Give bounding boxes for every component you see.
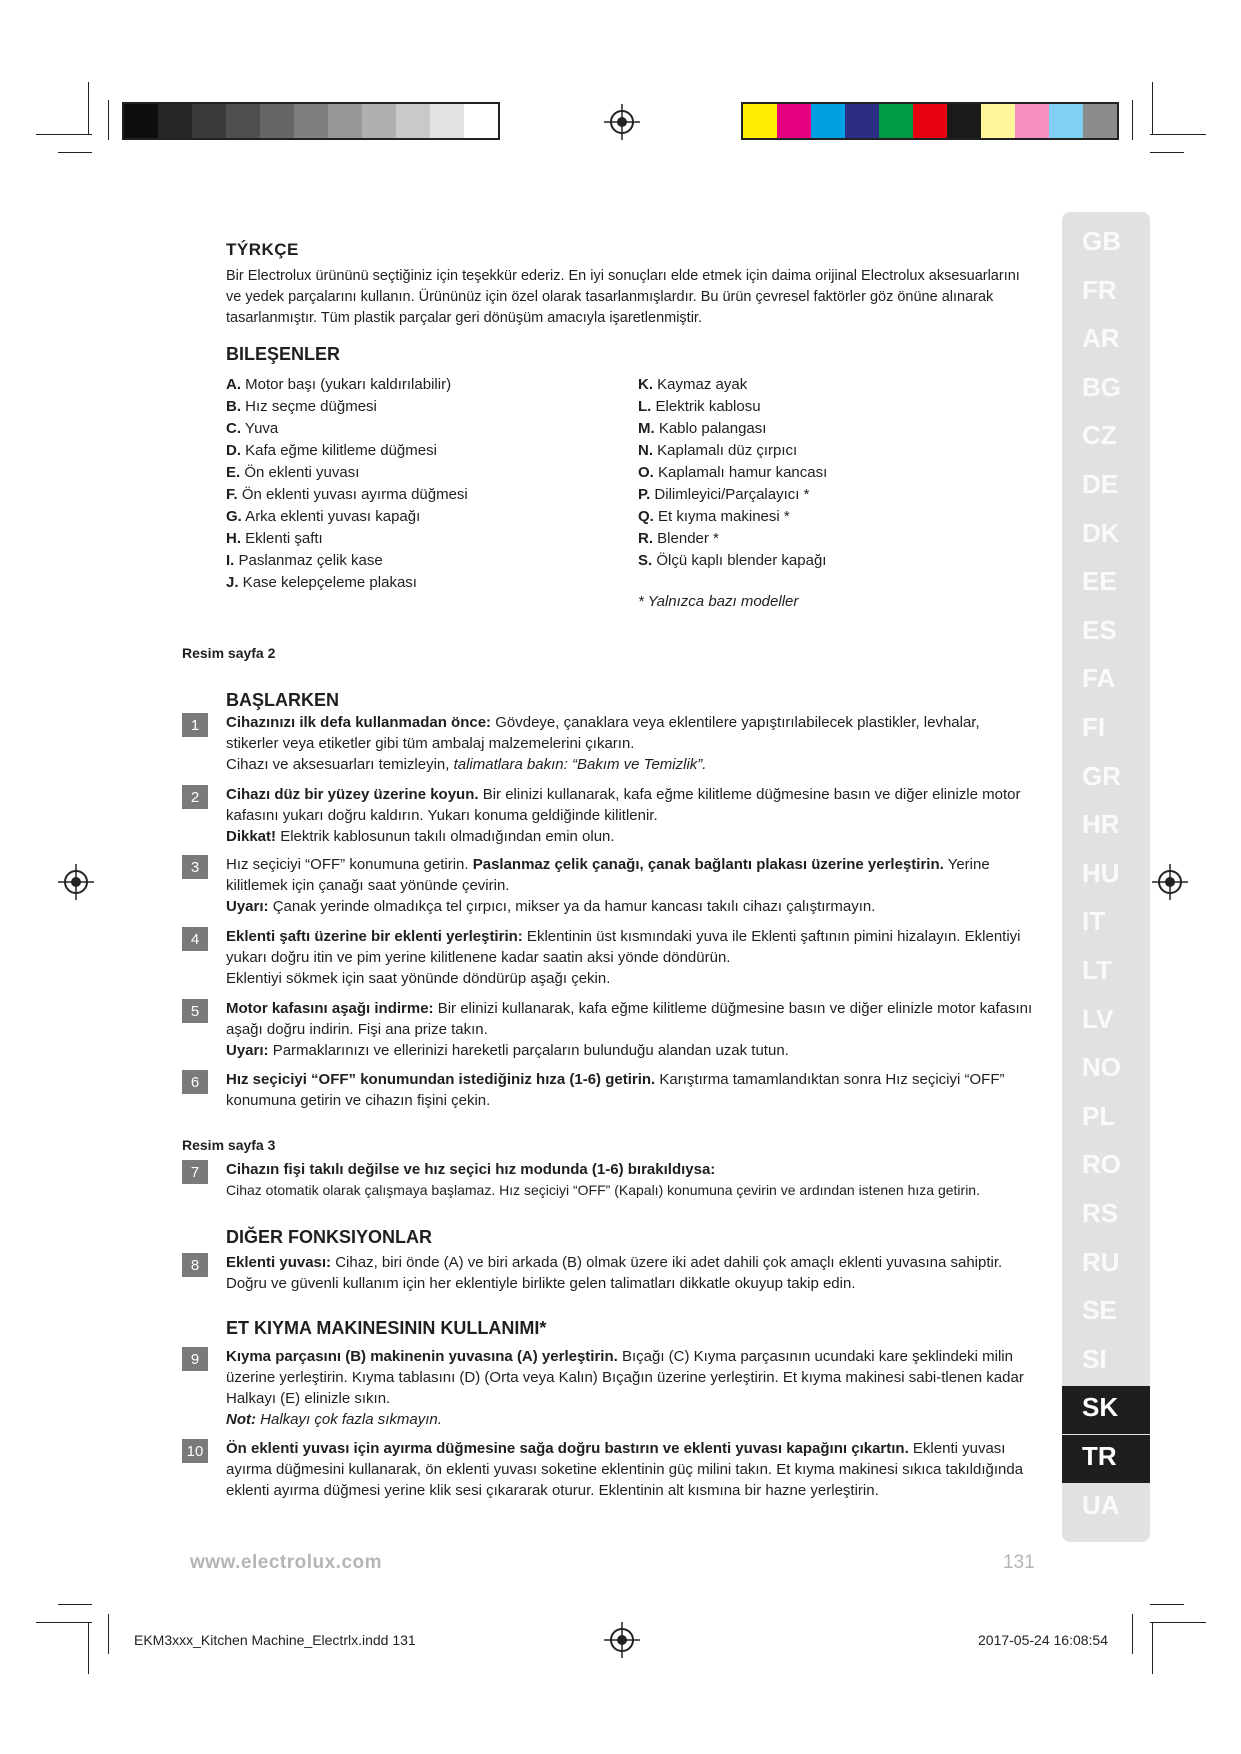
- intro-paragraph: Bir Electrolux ürününü seçtiğiniz için teşekkür ederiz. En iyi sonuçları elde etmek için daima orijinal Electrolux aksesuarlarını ve yedek parçalarını kullanın. Ürününüz için özel olarak tasarlanmışlardır. Bu ürün çevresel faktörler göz önüne alınarak tasarlanmıştır. Tüm plastik parçalar geri dönüşüm amacıyla işaretlenmiştir.: [226, 268, 1020, 326]
- language-tab-fr: FR: [1082, 275, 1117, 305]
- language-tab-ru: RU: [1082, 1247, 1120, 1277]
- getting-started-heading: BAŞLARKEN: [226, 690, 340, 710]
- language-tab-lt: LT: [1082, 955, 1112, 985]
- component-item: M. Kablo palangası: [638, 420, 767, 437]
- page-number: 131: [1003, 1552, 1035, 1573]
- language-tab-ua: UA: [1082, 1490, 1120, 1520]
- step-5: Motor kafasını aşağı indirme: Bir elinizi kullanarak, kafa eğme kilitleme düğmesine basın ve diğer elinizle motor kafasını aşağı doğru indirin. Fişi ana prize takın. Uyarı: Parmaklarınızı ve ellerinizi hareketli parçaların bulunduğu alandan uzak tutun.: [226, 1000, 1033, 1059]
- component-item: D. Kafa eğme kilitleme düğmesi: [226, 442, 437, 459]
- step-number: 10: [182, 1439, 208, 1463]
- gray-swatch: [396, 104, 430, 138]
- models-note: * Yalnızca bazı modeller: [638, 593, 799, 610]
- step-number: 6: [182, 1070, 208, 1094]
- language-tab-lv: LV: [1082, 1004, 1114, 1034]
- step-3: Hız seçiciyi “OFF” konumuna getirin. Paslanmaz çelik çanağı, çanak bağlantı plakası üzerine yerleştirin. Yerine kilitlemek için çanağı saat yönünde çevirin. Uyarı: Çanak yerinde olmadıkça tel çırpıcı, mikser ya da hamur kancası takılı cihazı çalıştırmayın.: [226, 856, 990, 915]
- language-tab-gb: GB: [1082, 226, 1121, 256]
- color-swatch: [777, 104, 811, 138]
- color-swatch: [947, 104, 981, 138]
- language-tab-se: SE: [1082, 1295, 1117, 1325]
- language-tab-ar: AR: [1082, 323, 1120, 353]
- gray-swatch: [192, 104, 226, 138]
- step-10: Ön eklenti yuvası için ayırma düğmesine sağa doğru bastırın ve eklenti yuvası kapağını çıkartın. Eklenti yuvası ayırma düğmesini kullanarak, ön eklenti yuvası soketine eklentinin güç milini takın. Et kıyma makinesi sıkıca takıldığında eklenti ayırma düğmesi yerine klik sesi çıkararak oturur. Eklentinin alt kısmına bir hazne yerleştirin.: [226, 1440, 1024, 1499]
- language-tab-sk: SK: [1082, 1392, 1119, 1422]
- step-4: Eklenti şaftı üzerine bir eklenti yerleştirin: Eklentinin üst kısmındaki yuva ile Eklenti şaftının pimini hizalayın. Eklentiyi yukarı doğru itin ve pim yerine kilitlenene kadar saatin aksi yönde döndürün. Eklentiyi sökmek için saat yönünde döndürüp aşağı çekin.: [226, 928, 1021, 987]
- language-tab-hr: HR: [1082, 809, 1120, 839]
- language-tab-fi: FI: [1082, 712, 1106, 742]
- step-9: Kıyma parçasını (B) makinenin yuvasına (A) yerleştirin. Bıçağı (C) Kıyma parçasının ucundaki kare şeklindeki milin üzerine yerleştirin. Kıyma tablasını (D) (Orta veya Kalın) Bıçağın üzerine yerleştirin. Et kıyma makinesi sabi-tlenen kadar Halkayı (E) elinizle sıkın. Not: Halkayı çok fazla sıkmayın.: [226, 1348, 1024, 1428]
- language-heading: TÝRKÇE: [226, 240, 299, 259]
- language-tab-es: ES: [1082, 615, 1117, 645]
- color-swatch: [1083, 104, 1117, 138]
- language-tab-cz: CZ: [1082, 420, 1117, 450]
- component-item: F. Ön eklenti yuvası ayırma düğmesi: [226, 486, 468, 503]
- gray-swatch: [362, 104, 396, 138]
- figure-reference: Resim sayfa 2: [182, 645, 276, 661]
- step-1: Cihazınızı ilk defa kullanmadan önce: Gövdeye, çanaklara veya eklentilere yapıştırılabilecek plastikler, levhalar, stikerler veya etiketler gibi tüm ambalaj malzemelerini çıkarın. Cihazı ve aksesuarları temizleyin, talimatlara bakın: “Bakım ve Temizlik”.: [226, 714, 980, 773]
- color-swatch: [1049, 104, 1083, 138]
- language-tab-hu: HU: [1082, 858, 1120, 888]
- language-tab-tr: TR: [1082, 1441, 1117, 1471]
- registration-target-icon: [1152, 864, 1188, 900]
- component-item: O. Kaplamalı hamur kancası: [638, 464, 828, 481]
- component-item: S. Ölçü kaplı blender kapağı: [638, 552, 827, 569]
- component-item: J. Kase kelepçeleme plakası: [226, 574, 417, 591]
- step-number: 7: [182, 1160, 208, 1184]
- gray-swatch: [328, 104, 362, 138]
- step-number: 3: [182, 855, 208, 879]
- step-8: Eklenti yuvası: Cihaz, biri önde (A) ve biri arkada (B) olmak üzere iki adet dahili çok amaçlı eklenti yuvasına sahiptir. Doğru ve güvenli kullanım için her eklentiyle birlikte gelen talimatları dikkatle okuyup takip edin.: [226, 1254, 1003, 1292]
- language-tab-gr: GR: [1082, 761, 1121, 791]
- color-swatch: [879, 104, 913, 138]
- color-swatch: [1015, 104, 1049, 138]
- slug-filename: EKM3xxx_Kitchen Machine_Electrlx.indd 131: [134, 1632, 416, 1648]
- step-6: Hız seçiciyi “OFF” konumundan istediğiniz hıza (1-6) getirin. Karıştırma tamamlandıktan sonra Hız seçiciyi “OFF” konumuna getirin ve cihazın fişini çekin.: [226, 1071, 1005, 1109]
- registration-target-icon: [58, 864, 94, 900]
- component-item: L. Elektrik kablosu: [638, 398, 761, 415]
- component-item: G. Arka eklenti yuvası kapağı: [226, 508, 421, 525]
- color-swatch: [845, 104, 879, 138]
- color-swatch: [743, 104, 777, 138]
- component-item: N. Kaplamalı düz çırpıcı: [638, 442, 798, 459]
- other-functions-heading: DIĞER FONKSIYONLAR: [226, 1227, 433, 1247]
- step-number: 2: [182, 785, 208, 809]
- component-item: B. Hız seçme düğmesi: [226, 398, 377, 415]
- step-number: 1: [182, 713, 208, 737]
- gray-swatch: [260, 104, 294, 138]
- gray-swatch: [226, 104, 260, 138]
- process-color-bar: [741, 102, 1119, 140]
- language-tab-fa: FA: [1082, 663, 1116, 693]
- component-item: Q. Et kıyma makinesi *: [638, 508, 790, 525]
- language-tab-pl: PL: [1082, 1101, 1116, 1131]
- component-item: A. Motor başı (yukarı kaldırılabilir): [226, 376, 452, 393]
- component-item: R. Blender *: [638, 530, 719, 547]
- step-number: 4: [182, 927, 208, 951]
- components-list-left: [226, 374, 468, 594]
- registration-target-icon: [604, 104, 640, 140]
- language-tab-si: SI: [1082, 1344, 1107, 1374]
- components-list-right: [638, 374, 827, 572]
- gray-swatch: [124, 104, 158, 138]
- step-7: Cihazın fişi takılı değilse ve hız seçici hız modunda (1-6) bırakıldıysa: Cihaz otomatik olarak çalışmaya başlamaz. Hız seçiciyi “OFF” (Kapalı) konumuna çevirin ve ardından istenen hıza getirin.: [226, 1161, 980, 1198]
- language-tab-bg: BG: [1082, 372, 1121, 402]
- step-number: 5: [182, 999, 208, 1023]
- meat-mincer-heading: ET KIYMA MAKINESININ KULLANIMI*: [226, 1318, 547, 1338]
- components-heading: BILEŞENLER: [226, 344, 341, 364]
- slug-timestamp: 2017-05-24 16:08:54: [978, 1632, 1108, 1648]
- language-tab-ro: RO: [1082, 1149, 1121, 1179]
- grayscale-color-bar: [122, 102, 500, 140]
- gray-swatch: [464, 104, 498, 138]
- language-tab-rs: RS: [1082, 1198, 1119, 1228]
- component-item: P. Dilimleyici/Parçalayıcı *: [638, 486, 810, 503]
- language-tab-dk: DK: [1082, 518, 1120, 548]
- color-swatch: [811, 104, 845, 138]
- color-swatch: [981, 104, 1015, 138]
- color-swatch: [913, 104, 947, 138]
- gray-swatch: [158, 104, 192, 138]
- step-number: 9: [182, 1347, 208, 1371]
- website-url: www.electrolux.com: [190, 1552, 383, 1573]
- step-2: Cihazı düz bir yüzey üzerine koyun. Bir elinizi kullanarak, kafa eğme kilitleme düğmesine basın ve diğer elinizle motor kafasını yukarı doğru kaldırın. Yukarı konuma geldiğinde kilitlenir. Dikkat! Elektrik kablosunun takılı olmadığından emin olun.: [226, 786, 1021, 845]
- component-item: H. Eklenti şaftı: [226, 530, 323, 547]
- component-item: K. Kaymaz ayak: [638, 376, 748, 393]
- gray-swatch: [430, 104, 464, 138]
- figure-reference: Resim sayfa 3: [182, 1137, 276, 1153]
- language-tab-de: DE: [1082, 469, 1119, 499]
- step-number: 8: [182, 1253, 208, 1277]
- language-tab-ee: EE: [1082, 566, 1117, 596]
- component-item: I. Paslanmaz çelik kase: [226, 552, 383, 569]
- language-tab-no: NO: [1082, 1052, 1121, 1082]
- gray-swatch: [294, 104, 328, 138]
- language-tab-it: IT: [1082, 906, 1106, 936]
- component-item: E. Ön eklenti yuvası: [226, 464, 360, 481]
- registration-target-icon: [604, 1622, 640, 1658]
- component-item: C. Yuva: [226, 420, 279, 437]
